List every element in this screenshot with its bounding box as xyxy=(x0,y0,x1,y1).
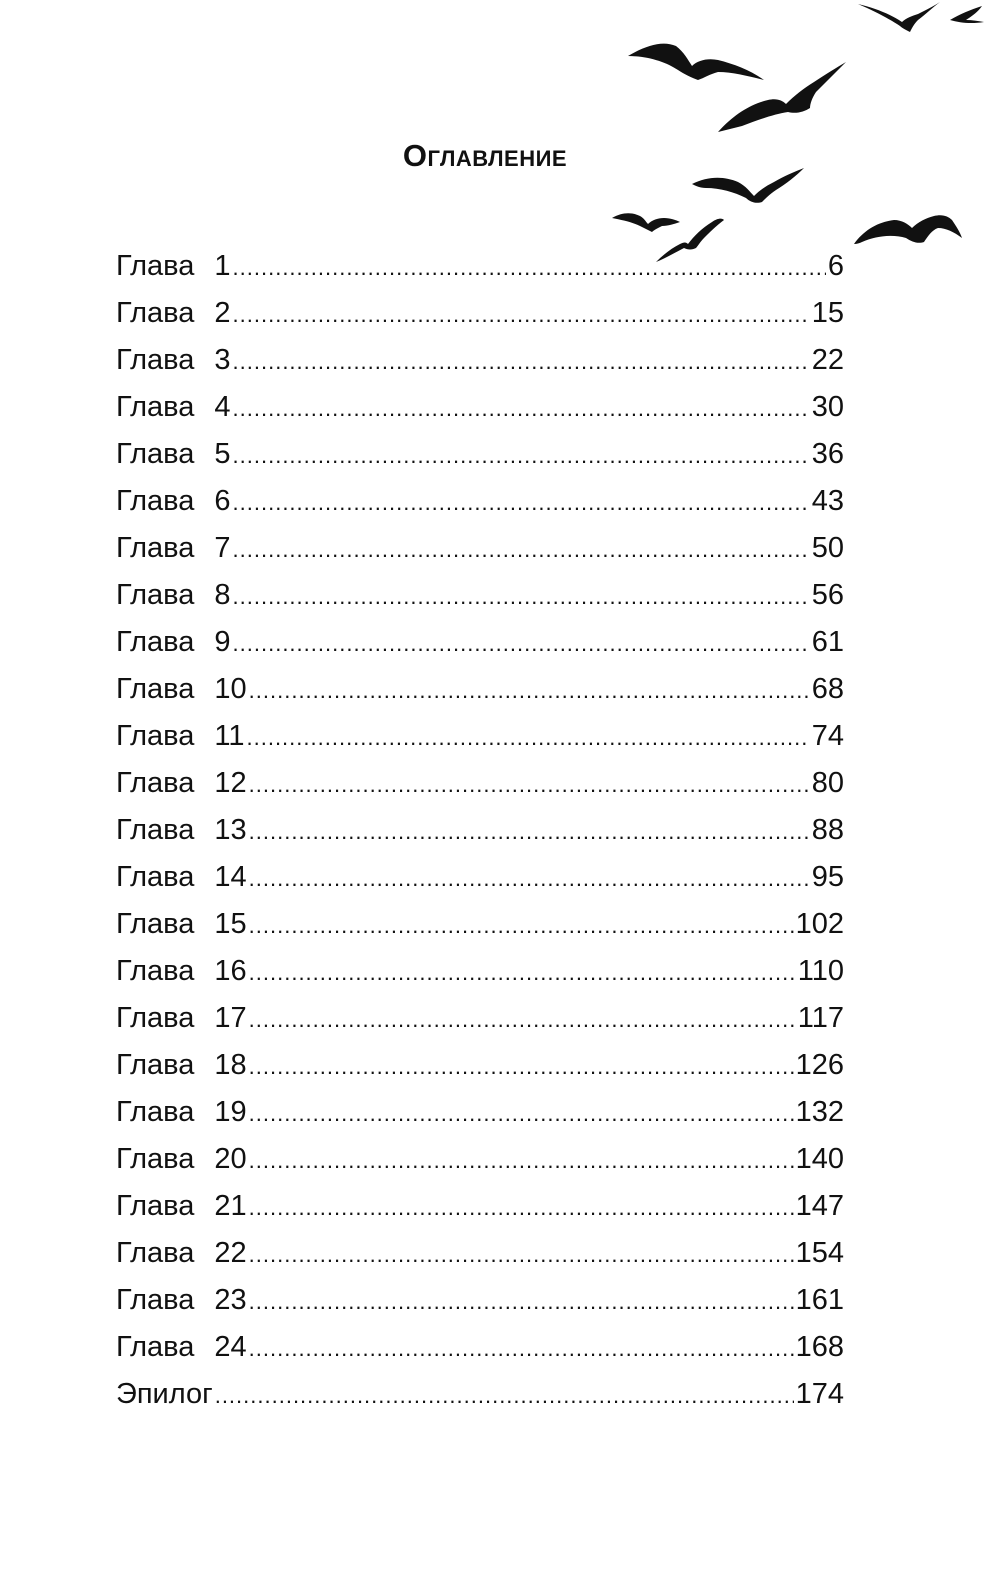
toc-entry xyxy=(116,998,844,1045)
entry-label: Глава 4 xyxy=(116,391,231,423)
dot-leader xyxy=(233,624,810,664)
toc-entry xyxy=(116,716,844,763)
dot-leader xyxy=(249,1094,794,1134)
entry-label: Глава 1 xyxy=(116,250,231,282)
toc-entry xyxy=(116,810,844,857)
entry-label: Глава 12 xyxy=(116,767,247,799)
entry-label: Глава 21 xyxy=(116,1190,247,1222)
entry-page-number: 110 xyxy=(797,955,844,987)
dot-leader xyxy=(249,1235,794,1275)
toc-entry xyxy=(116,1092,844,1139)
bird-icon xyxy=(628,44,764,80)
entry-page-number: 30 xyxy=(811,391,844,423)
entry-label: Глава 22 xyxy=(116,1237,247,1269)
entry-label: Глава 16 xyxy=(116,955,247,987)
toc-entry xyxy=(116,528,844,575)
entry-page-number: 154 xyxy=(795,1237,844,1269)
entry-label: Глава 2 xyxy=(116,297,231,329)
entry-page-number: 56 xyxy=(811,579,844,611)
dot-leader xyxy=(233,577,810,617)
dot-leader xyxy=(247,718,810,758)
dot-leader xyxy=(233,342,810,382)
dot-leader xyxy=(249,1000,796,1040)
dot-leader xyxy=(233,295,810,335)
toc-entry xyxy=(116,857,844,904)
entry-label: Глава 10 xyxy=(116,673,247,705)
entry-label: Глава 13 xyxy=(116,814,247,846)
toc-entry xyxy=(116,481,844,528)
entry-page-number: 147 xyxy=(795,1190,844,1222)
dot-leader xyxy=(233,483,810,523)
dot-leader xyxy=(233,530,810,570)
dot-leader xyxy=(249,1188,794,1228)
toc-entry xyxy=(116,246,844,293)
entry-page-number: 80 xyxy=(811,767,844,799)
toc-entry xyxy=(116,1233,844,1280)
entry-label: Глава 17 xyxy=(116,1002,247,1034)
page-title: Оглавление xyxy=(402,138,568,173)
dot-leader xyxy=(233,389,810,429)
dot-leader xyxy=(249,765,810,805)
toc-entry xyxy=(116,434,844,481)
toc-entry xyxy=(116,622,844,669)
entry-page-number: 117 xyxy=(797,1002,844,1034)
entry-label: Глава 9 xyxy=(116,626,231,658)
dot-leader xyxy=(249,859,810,899)
toc-entry xyxy=(116,1045,844,1092)
entry-label: Глава 8 xyxy=(116,579,231,611)
dot-leader xyxy=(249,1329,794,1369)
entry-label: Глава 5 xyxy=(116,438,231,470)
dot-leader xyxy=(249,1282,794,1322)
entry-page-number: 161 xyxy=(795,1284,844,1316)
entry-page-number: 36 xyxy=(811,438,844,470)
entry-page-number: 102 xyxy=(795,908,844,940)
entry-page-number: 22 xyxy=(811,344,844,376)
bird-icon xyxy=(612,213,680,232)
entry-label: Глава 7 xyxy=(116,532,231,564)
bird-icon xyxy=(854,215,962,244)
entry-label: Глава 3 xyxy=(116,344,231,376)
toc-entry xyxy=(116,387,844,434)
entry-label: Глава 18 xyxy=(116,1049,247,1081)
dot-leader xyxy=(233,436,810,476)
toc-entry xyxy=(116,1186,844,1233)
entry-label: Глава 11 xyxy=(116,720,245,752)
entry-label: Глава 20 xyxy=(116,1143,247,1175)
toc-entry xyxy=(116,904,844,951)
entry-label: Глава 19 xyxy=(116,1096,247,1128)
flying-birds-icon xyxy=(600,0,1000,270)
entry-page-number: 126 xyxy=(795,1049,844,1081)
entry-label: Глава 23 xyxy=(116,1284,247,1316)
entry-label: Глава 15 xyxy=(116,908,247,940)
entry-page-number: 168 xyxy=(795,1331,844,1363)
entry-page-number: 43 xyxy=(811,485,844,517)
bird-icon xyxy=(950,6,984,23)
dot-leader xyxy=(249,812,810,852)
entry-page-number: 50 xyxy=(811,532,844,564)
table-of-contents xyxy=(116,246,844,1421)
toc-entry xyxy=(116,1280,844,1327)
entry-page-number: 95 xyxy=(811,861,844,893)
toc-entry xyxy=(116,293,844,340)
entry-page-number: 68 xyxy=(811,673,844,705)
dot-leader xyxy=(249,906,794,946)
entry-page-number: 61 xyxy=(811,626,844,658)
entry-label: Глава 24 xyxy=(116,1331,247,1363)
toc-entry xyxy=(116,1374,844,1421)
dot-leader xyxy=(249,671,810,711)
entry-page-number: 15 xyxy=(811,297,844,329)
toc-entry xyxy=(116,1327,844,1374)
toc-entry xyxy=(116,1139,844,1186)
dot-leader xyxy=(233,248,826,288)
entry-label: Глава 6 xyxy=(116,485,231,517)
entry-page-number: 88 xyxy=(811,814,844,846)
entry-page-number: 140 xyxy=(795,1143,844,1175)
dot-leader xyxy=(249,953,796,993)
entry-page-number: 132 xyxy=(795,1096,844,1128)
toc-entry xyxy=(116,575,844,622)
toc-entry xyxy=(116,340,844,387)
entry-label: Эпилог xyxy=(116,1378,213,1410)
toc-entry xyxy=(116,669,844,716)
entry-label: Глава 14 xyxy=(116,861,247,893)
entry-page-number: 6 xyxy=(827,250,844,282)
dot-leader xyxy=(249,1047,794,1087)
toc-entry xyxy=(116,763,844,810)
toc-entry xyxy=(116,951,844,998)
dot-leader xyxy=(215,1376,794,1416)
entry-page-number: 74 xyxy=(811,720,844,752)
dot-leader xyxy=(249,1141,794,1181)
bird-icon xyxy=(858,2,940,32)
entry-page-number: 174 xyxy=(795,1378,844,1410)
